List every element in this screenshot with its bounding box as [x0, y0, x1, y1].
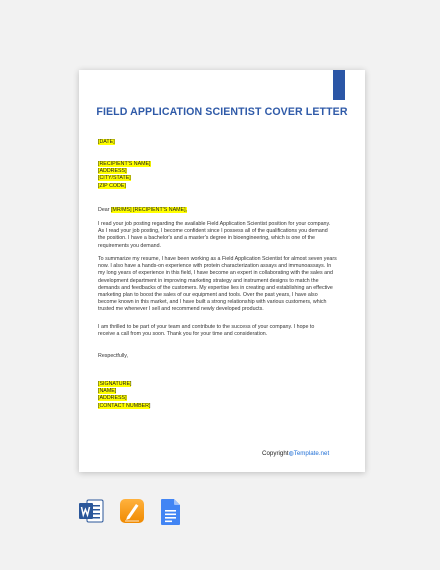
closing: Respectfully,: [98, 353, 128, 359]
copyright-notice: Copyright◍Template.net: [262, 450, 330, 457]
recipient-name: [RECIPIENT'S NAME]: [98, 161, 151, 167]
paragraph-2: To summarize my resume, I have been working as a Field Application Scientist for almost seven years now. I also have a hands-on experience with protein characterization assays and immunoassays. In my long years of experience in this field, I have become an expert in collaborating with the sales and development department in improving marketing strategy and instrument designs to match the demands and feedbacks of the customers. My expertise lies in creating and establishing an effective marketing plan to boost the sales of our equipment and tools. Over the past years, I have also become known in this market, and I have built a strong relationship with various customers, which trusted me whenever I sell and recommend newly developed products.: [98, 256, 337, 313]
recipient-city-state: [CITY/STATE]: [98, 175, 131, 182]
signature-name: [NAME]: [98, 388, 117, 395]
paragraph-1: I read your job posting regarding the available Field Application Scientist position for your company. As I read your job posting, I become confident since I possess all of the qualifications you demand the position. I have a bachelor's and a master's degree in bioengineering, which is one of the requirements you demand.: [98, 221, 331, 249]
template-net-link[interactable]: Template.net: [293, 450, 330, 457]
signature-block: [98, 381, 150, 410]
globe-icon: ◍: [288, 451, 294, 457]
pages-icon[interactable]: [119, 498, 145, 524]
google-docs-icon[interactable]: [160, 498, 182, 526]
salutation: Dear [MR/MS] [RECIPIENT'S NAME],: [98, 207, 188, 213]
recipient-address: [ADDRESS]: [98, 168, 127, 175]
paragraph-3: I am thrilled to be part of your team and contribute to the success of your company. I hope to receive a call from you soon. Thank you for your time and consideration.: [98, 324, 315, 338]
recipient-block: [98, 161, 151, 190]
date-field: [DATE]: [98, 139, 115, 145]
document-title: FIELD APPLICATION SCIENTIST COVER LETTER: [96, 106, 348, 118]
signature-address: [ADDRESS]: [98, 395, 127, 402]
letter-page: [79, 70, 365, 472]
recipient-zip: [ZIP CODE]: [98, 182, 126, 189]
signature-field: [SIGNATURE]: [98, 381, 132, 387]
signature-contact: [CONTACT NUMBER]: [98, 402, 151, 409]
accent-bar: [333, 70, 345, 100]
word-icon[interactable]: [78, 498, 104, 524]
